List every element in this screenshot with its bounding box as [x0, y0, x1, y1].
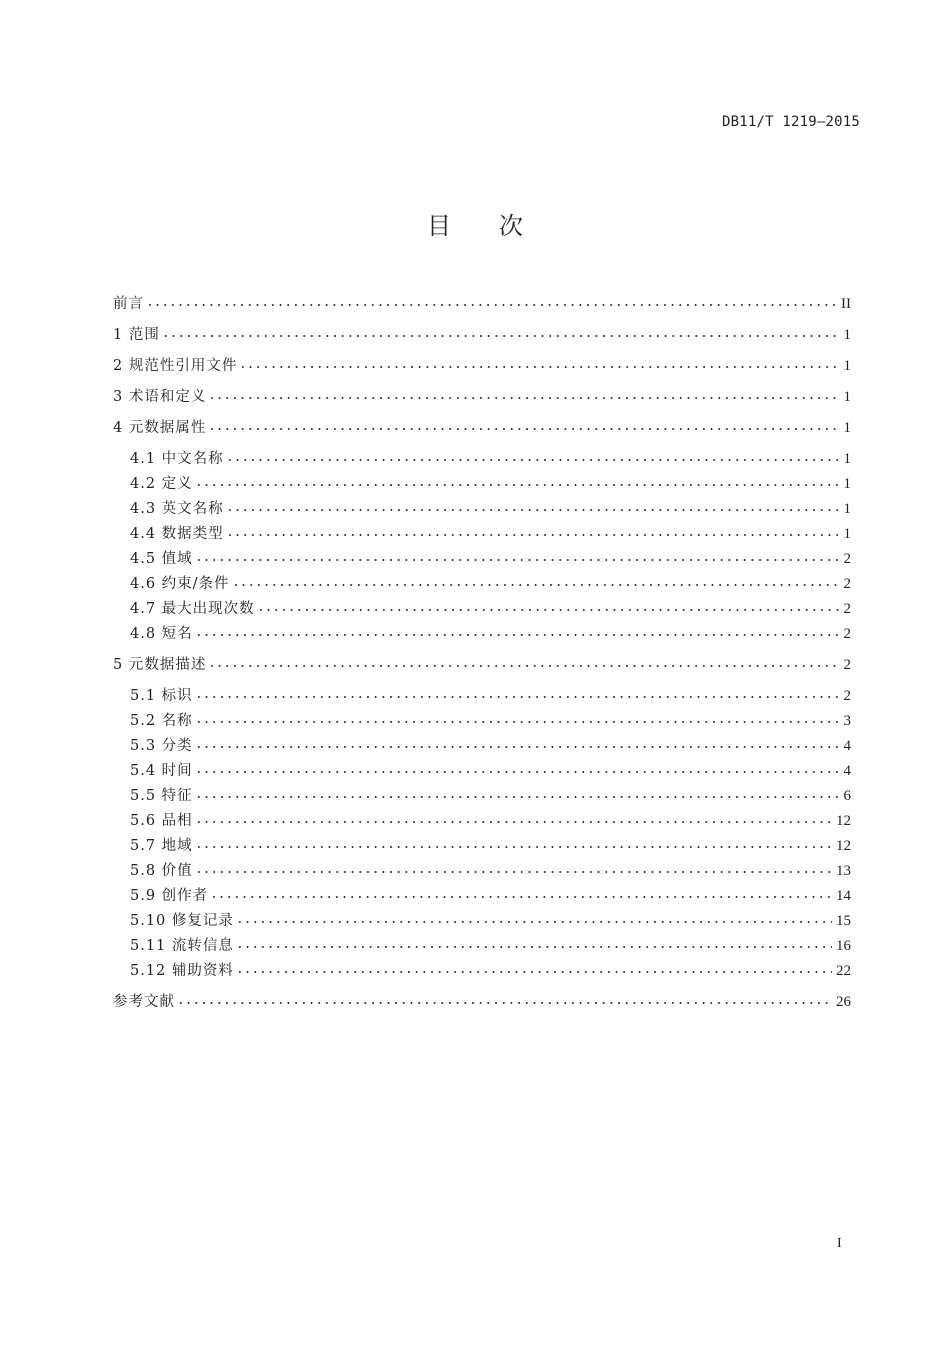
toc-entry-page: 3: [843, 713, 851, 729]
dot-leader: [195, 468, 840, 488]
toc-entry-page: 6: [843, 788, 851, 804]
toc-entry-page: 1: [843, 327, 851, 343]
toc-entry[interactable]: [130, 593, 851, 617]
dot-leader: [146, 288, 837, 308]
toc-entry-label: 参考文献: [113, 994, 175, 1010]
dot-leader: [257, 593, 840, 613]
toc-entry-page: 16: [836, 938, 851, 954]
standard-number: DB11/T 1219—2015: [721, 114, 860, 130]
toc-entry[interactable]: [130, 730, 851, 754]
toc-entry-page: 1: [843, 420, 851, 436]
dot-leader: [226, 443, 840, 463]
toc-entry-page: 4: [843, 738, 851, 754]
toc-entry-label: 5.2 名称: [130, 713, 193, 729]
toc-entry[interactable]: [130, 518, 851, 542]
toc-entry[interactable]: [113, 288, 851, 312]
toc-entry[interactable]: [130, 443, 851, 467]
dot-leader: [226, 518, 840, 538]
toc-entry[interactable]: [130, 493, 851, 517]
dot-leader: [195, 543, 840, 563]
toc-entry[interactable]: [130, 568, 851, 592]
toc-entry-page: 1: [843, 451, 851, 467]
toc-entry[interactable]: [113, 986, 851, 1010]
toc-entry-label: 5.3 分类: [130, 738, 193, 754]
toc-entry[interactable]: [130, 705, 851, 729]
toc-entry-page: 12: [836, 813, 851, 829]
toc-entry[interactable]: [130, 905, 851, 929]
toc-entry[interactable]: [113, 319, 851, 343]
page-title: 目次: [427, 212, 571, 240]
dot-leader: [162, 319, 840, 339]
toc-entry[interactable]: [130, 780, 851, 804]
toc-entry[interactable]: [130, 830, 851, 854]
dot-leader: [236, 955, 832, 975]
toc-entry-label: 5.9 创作者: [130, 888, 209, 904]
toc-entry-label: 5 元数据描述: [113, 657, 207, 673]
toc-entry-label: 5.5 特征: [130, 788, 193, 804]
toc-entry-page: 1: [843, 358, 851, 374]
dot-leader: [195, 705, 840, 725]
toc-entry-label: 5.1 标识: [130, 688, 193, 704]
toc-entry[interactable]: [130, 880, 851, 904]
dot-leader: [195, 830, 832, 850]
dot-leader: [226, 493, 840, 513]
toc-entry[interactable]: [113, 350, 851, 374]
toc-entry-label: 4.3 英文名称: [130, 501, 224, 517]
page-number: I: [837, 1236, 842, 1251]
toc-entry-page: 1: [843, 501, 851, 517]
toc-entry-page: 15: [836, 913, 851, 929]
dot-leader: [232, 568, 840, 588]
dot-leader: [195, 755, 840, 775]
toc-entry-label: 1 范围: [113, 327, 160, 343]
dot-leader: [195, 618, 840, 638]
toc-entry-page: 4: [843, 763, 851, 779]
toc-entry[interactable]: [113, 649, 851, 673]
dot-leader: [210, 880, 832, 900]
toc-entry-page: 1: [843, 526, 851, 542]
dot-leader: [239, 350, 839, 370]
toc-entry-page: 1: [843, 389, 851, 405]
toc-entry-label: 5.8 价值: [130, 863, 193, 879]
toc-entry[interactable]: [130, 755, 851, 779]
toc-entry[interactable]: [130, 930, 851, 954]
toc-entry[interactable]: [130, 543, 851, 567]
toc-entry[interactable]: [130, 618, 851, 642]
dot-leader: [236, 930, 832, 950]
dot-leader: [195, 805, 832, 825]
toc-entry-page: 12: [836, 838, 851, 854]
dot-leader: [195, 855, 832, 875]
dot-leader: [195, 780, 840, 800]
toc-entry[interactable]: [130, 855, 851, 879]
toc-entry-page: II: [841, 296, 851, 312]
dot-leader: [208, 649, 839, 669]
toc-entry-page: 2: [843, 576, 851, 592]
dot-leader: [208, 381, 839, 401]
toc-entry-label: 4.2 定义: [130, 476, 193, 492]
dot-leader: [208, 412, 839, 432]
toc-entry-page: 1: [843, 476, 851, 492]
dot-leader: [236, 905, 832, 925]
toc-entry-label: 4.5 值域: [130, 551, 193, 567]
toc-entry-label: 2 规范性引用文件: [113, 358, 238, 374]
toc-entry-label: 3 术语和定义: [113, 389, 207, 405]
toc-entry-label: 4.6 约束/条件: [130, 576, 230, 592]
toc-entry-label: 5.4 时间: [130, 763, 193, 779]
toc-entry-page: 2: [843, 551, 851, 567]
toc-entry[interactable]: [130, 955, 851, 979]
toc-entry[interactable]: [130, 680, 851, 704]
dot-leader: [195, 730, 840, 750]
toc-entry-page: 26: [836, 994, 851, 1010]
toc-entry-page: 2: [843, 626, 851, 642]
toc-entry[interactable]: [113, 412, 851, 436]
toc-entry-label: 4.7 最大出现次数: [130, 601, 255, 617]
dot-leader: [177, 986, 832, 1006]
toc-entry-page: 2: [843, 657, 851, 673]
toc-entry-label: 4 元数据属性: [113, 420, 207, 436]
toc-entry[interactable]: [130, 468, 851, 492]
toc-entry-label: 4.4 数据类型: [130, 526, 224, 542]
toc-entry-page: 14: [836, 888, 851, 904]
toc-entry[interactable]: [113, 381, 851, 405]
toc-entry-page: 22: [836, 963, 851, 979]
toc-entry-label: 5.7 地域: [130, 838, 193, 854]
dot-leader: [195, 680, 840, 700]
toc-entry-label: 4.1 中文名称: [130, 451, 224, 467]
toc-entry-label: 5.10 修复记录: [130, 913, 234, 929]
toc-entry-page: 2: [843, 601, 851, 617]
toc-entry-label: 前言: [113, 296, 144, 312]
toc-entry-label: 5.11 流转信息: [130, 938, 234, 954]
toc-entry-label: 5.6 品相: [130, 813, 193, 829]
toc-entry-label: 4.8 短名: [130, 626, 193, 642]
toc-entry-label: 5.12 辅助资料: [130, 963, 234, 979]
toc-entry-page: 13: [836, 863, 851, 879]
toc-entry[interactable]: [130, 805, 851, 829]
toc-entry-page: 2: [843, 688, 851, 704]
